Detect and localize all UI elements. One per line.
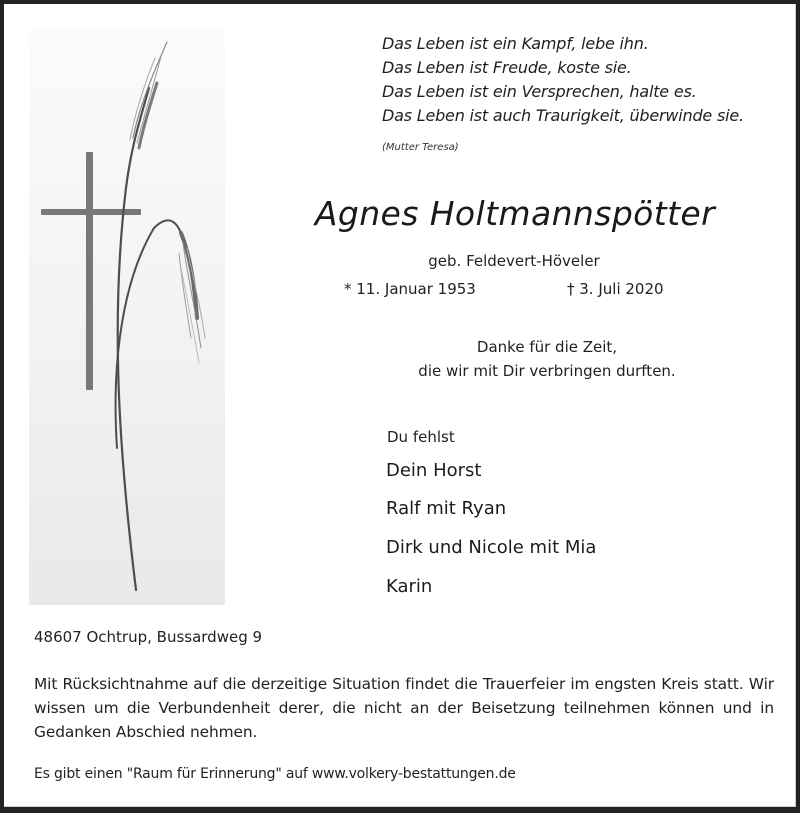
thanks-text <box>384 335 710 383</box>
funeral-notice: Mit Rücksichtnahme auf die derzeitige Situation findet die Trauerfeier im engsten Kreis statt. Wir wissen um die Verbundenheit derer, die nicht an der Beisetzung teilnehmen können und in Gedanken Abschied nehmen. <box>34 675 774 741</box>
mourners-label: Du fehlst <box>387 428 455 446</box>
wheat-ear-icon <box>116 42 205 590</box>
thanks-line: Danke für die Zeit, <box>476 338 618 356</box>
death-date: † 3. Juli 2020 <box>567 280 664 298</box>
memorial-link-text: Es gibt einen "Raum für Erinnerung" auf www.volkery-bestattungen.de <box>34 766 516 782</box>
memorial-image-panel <box>29 28 225 605</box>
quote-line: Das Leben ist auch Traurigkeit, überwinde sie. <box>382 106 744 125</box>
obituary-notice <box>4 4 796 807</box>
birth-date: * 11. Januar 1953 <box>344 280 476 298</box>
mourner-name: Dirk und Nicole mit Mia <box>386 537 597 558</box>
quote-line: Das Leben ist Freude, koste sie. <box>382 58 632 77</box>
quote-author: (Mutter Teresa) <box>382 142 459 153</box>
mourner-name: Ralf mit Ryan <box>386 498 507 519</box>
quote-line: Das Leben ist ein Kampf, lebe ihn. <box>382 34 649 53</box>
mourner-name: Karin <box>386 576 433 597</box>
quote-line: Das Leben ist ein Versprechen, halte es. <box>382 82 697 101</box>
address: 48607 Ochtrup, Bussardweg 9 <box>34 628 263 646</box>
mourner-name: Dein Horst <box>386 460 482 481</box>
thanks-line: die wir mit Dir verbringen durften. <box>418 362 676 380</box>
maiden-name: geb. Feldevert-Höveler <box>428 252 600 270</box>
deceased-name: Agnes Holtmannspötter <box>314 194 716 233</box>
